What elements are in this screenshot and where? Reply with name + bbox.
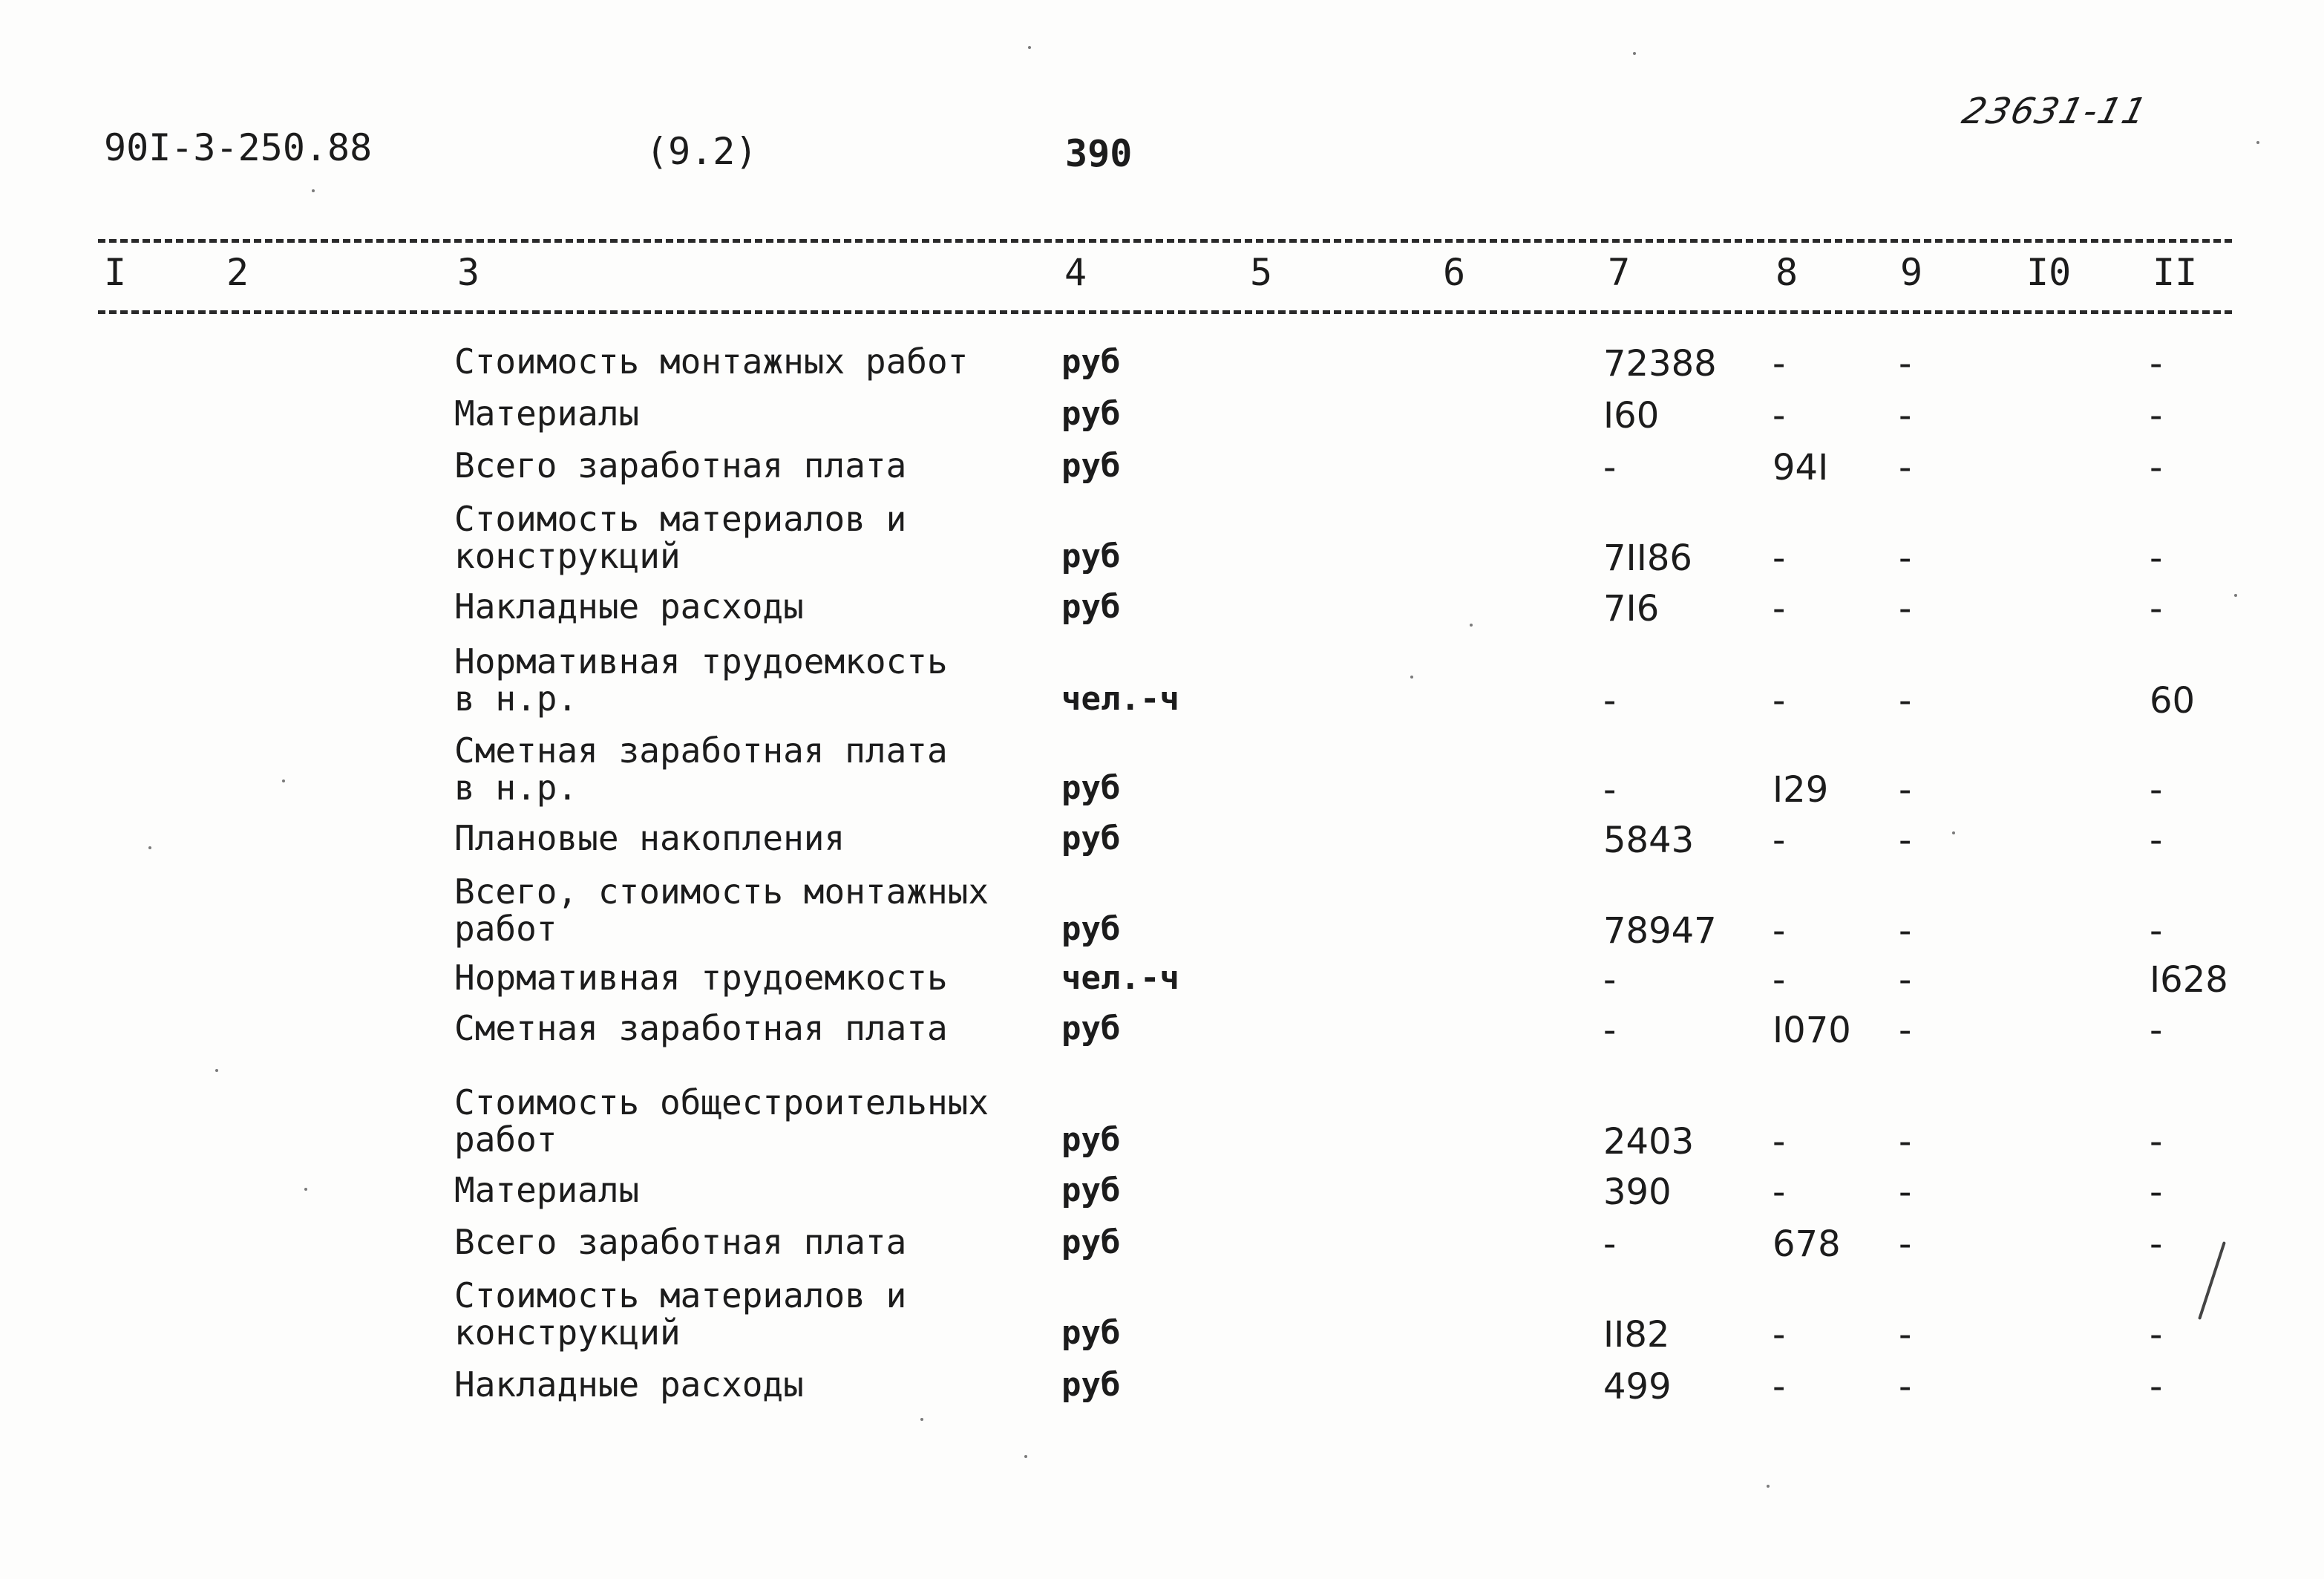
column-9-cell: -: [1899, 1314, 1912, 1356]
column-9-cell: -: [1899, 1171, 1912, 1213]
row-label-line: Нормативная трудоемкость: [454, 958, 948, 998]
unit-cell: руб: [1061, 1223, 1121, 1261]
row-label-line: Стоимость общестроительных: [454, 1082, 989, 1122]
row-label: [454, 1223, 906, 1261]
column-11-cell: -: [2150, 537, 2163, 579]
row-label-line: Плановые накопления: [454, 818, 845, 858]
scan-speck: [2256, 141, 2259, 144]
column-9-cell: -: [1899, 343, 1912, 385]
column-7-cell: 7I6: [1603, 588, 1660, 630]
scan-speck: [1767, 1485, 1770, 1488]
column-8-cell: 94I: [1773, 447, 1829, 488]
header-top-rule: [98, 239, 2232, 243]
column-7-cell: 72388: [1603, 343, 1717, 385]
unit-cell: руб: [1061, 910, 1121, 948]
column-9-cell: -: [1899, 537, 1912, 579]
row-label: [454, 447, 906, 484]
unit-cell: руб: [1061, 1010, 1121, 1047]
row-label-line: Нормативная трудоемкость: [454, 641, 948, 681]
column-number: I0: [2026, 251, 2072, 294]
column-9-cell: -: [1899, 588, 1912, 630]
column-8-cell: -: [1773, 537, 1786, 579]
column-9-cell: -: [1899, 910, 1912, 952]
column-7-cell: -: [1603, 959, 1617, 1001]
column-11-cell: -: [2150, 910, 2163, 952]
row-label-line: Всего заработная плата: [454, 1222, 907, 1262]
column-8-cell: -: [1773, 395, 1786, 437]
row-label-line: Сметная заработная плата: [454, 730, 948, 771]
row-label: [454, 1084, 989, 1158]
row-label-line: работ: [454, 909, 557, 949]
column-9-cell: -: [1899, 1010, 1912, 1051]
scan-speck: [215, 1069, 218, 1072]
column-9-cell: -: [1899, 769, 1912, 811]
scan-speck: [920, 1418, 923, 1421]
unit-cell: руб: [1061, 588, 1121, 626]
column-number: 4: [1064, 251, 1087, 294]
column-number: 6: [1443, 251, 1466, 294]
row-label: [454, 959, 948, 996]
column-11-cell: 60: [2150, 680, 2196, 722]
row-label-line: в н.р.: [454, 768, 578, 808]
row-label: [454, 1171, 639, 1209]
column-7-cell: -: [1603, 680, 1617, 722]
column-9-cell: -: [1899, 820, 1912, 861]
column-number: II: [2153, 251, 2198, 294]
column-7-cell: -: [1603, 447, 1617, 488]
row-label: [454, 820, 845, 857]
column-7-cell: -: [1603, 1010, 1617, 1051]
unit-cell: руб: [1061, 537, 1121, 575]
column-11-cell: -: [2150, 1223, 2163, 1265]
scan-speck: [312, 189, 315, 192]
column-number: I: [104, 251, 127, 294]
unit-cell: руб: [1061, 1121, 1121, 1159]
column-7-cell: -: [1603, 769, 1617, 811]
scan-speck: [2234, 594, 2237, 597]
unit-cell: руб: [1061, 1171, 1121, 1209]
column-11-cell: -: [2150, 1314, 2163, 1356]
column-7-cell: -: [1603, 1223, 1617, 1265]
column-11-cell: -: [2150, 447, 2163, 488]
scan-speck: [1028, 46, 1031, 49]
column-11-cell: -: [2150, 1366, 2163, 1408]
pen-stroke-mark: [2198, 1241, 2226, 1320]
column-8-cell: -: [1773, 1121, 1786, 1163]
column-8-cell: -: [1773, 1314, 1786, 1356]
column-9-cell: -: [1899, 1121, 1912, 1163]
handwritten-stamp: 23631-11: [1958, 91, 2153, 132]
column-11-cell: -: [2150, 1010, 2163, 1051]
unit-cell: руб: [1061, 343, 1121, 381]
row-label-line: Материалы: [454, 393, 640, 434]
column-7-cell: I60: [1603, 395, 1660, 437]
row-label: [454, 1277, 906, 1351]
column-9-cell: -: [1899, 1223, 1912, 1265]
column-11-cell: I628: [2150, 959, 2228, 1001]
column-7-cell: 390: [1603, 1171, 1672, 1213]
unit-cell: руб: [1061, 1314, 1121, 1352]
column-7-cell: 499: [1603, 1366, 1672, 1408]
column-11-cell: -: [2150, 343, 2163, 385]
row-label: [454, 395, 639, 432]
section-number: (9.2): [646, 130, 758, 173]
column-number: 8: [1775, 251, 1798, 294]
scan-speck: [1024, 1455, 1027, 1458]
row-label-line: Всего заработная плата: [454, 445, 907, 486]
scan-speck: [1952, 831, 1955, 834]
scan-speck: [282, 779, 285, 782]
unit-cell: руб: [1061, 1366, 1121, 1404]
column-9-cell: -: [1899, 395, 1912, 437]
column-11-cell: -: [2150, 395, 2163, 437]
unit-cell: чел.-ч: [1061, 959, 1179, 997]
column-8-cell: -: [1773, 910, 1786, 952]
scan-speck: [1633, 52, 1636, 55]
column-number: 2: [226, 251, 249, 294]
row-label: [454, 1010, 948, 1047]
row-label-line: Стоимость монтажных работ: [454, 341, 969, 382]
column-11-cell: -: [2150, 769, 2163, 811]
header-bottom-rule: [98, 310, 2232, 314]
row-label: [454, 343, 968, 380]
column-11-cell: -: [2150, 1121, 2163, 1163]
row-label-line: Всего, стоимость монтажных: [454, 872, 989, 912]
unit-cell: руб: [1061, 769, 1121, 807]
unit-cell: руб: [1061, 447, 1121, 485]
unit-cell: руб: [1061, 395, 1121, 433]
scan-speck: [148, 846, 151, 849]
column-7-cell: 7II86: [1603, 537, 1692, 579]
column-number: 5: [1250, 251, 1273, 294]
column-9-cell: -: [1899, 1366, 1912, 1408]
page-number: 390: [1065, 132, 1133, 175]
row-label: [454, 500, 906, 575]
column-7-cell: II82: [1603, 1314, 1670, 1356]
row-label-line: конструкций: [454, 1312, 681, 1353]
column-8-cell: -: [1773, 820, 1786, 861]
row-label-line: Накладные расходы: [454, 586, 804, 627]
column-9-cell: -: [1899, 447, 1912, 488]
row-label-line: Накладные расходы: [454, 1364, 804, 1405]
column-number: 9: [1900, 251, 1923, 294]
row-label-line: Сметная заработная плата: [454, 1008, 948, 1048]
row-label: [454, 588, 804, 625]
column-8-cell: -: [1773, 1366, 1786, 1408]
scan-speck: [1410, 676, 1413, 679]
row-label-line: конструкций: [454, 536, 681, 576]
column-8-cell: -: [1773, 1171, 1786, 1213]
column-9-cell: -: [1899, 959, 1912, 1001]
row-label-line: в н.р.: [454, 679, 578, 719]
row-label-line: Материалы: [454, 1170, 640, 1210]
unit-cell: чел.-ч: [1061, 680, 1179, 718]
row-label: [454, 643, 948, 717]
column-7-cell: 5843: [1603, 820, 1695, 861]
row-label: [454, 873, 989, 947]
column-8-cell: I29: [1773, 769, 1829, 811]
row-label-line: Стоимость материалов и: [454, 1275, 907, 1315]
column-7-cell: 78947: [1603, 910, 1717, 952]
scan-speck: [1470, 624, 1473, 627]
column-11-cell: -: [2150, 588, 2163, 630]
unit-cell: руб: [1061, 820, 1121, 857]
column-8-cell: 678: [1773, 1223, 1841, 1265]
row-label: [454, 1366, 804, 1403]
column-11-cell: -: [2150, 820, 2163, 861]
document-code: 90I-3-250.88: [104, 126, 373, 169]
column-11-cell: -: [2150, 1171, 2163, 1213]
column-8-cell: -: [1773, 588, 1786, 630]
column-number: 7: [1608, 251, 1631, 294]
column-number: 3: [457, 251, 480, 294]
column-9-cell: -: [1899, 680, 1912, 722]
column-8-cell: -: [1773, 680, 1786, 722]
scan-speck: [304, 1188, 307, 1191]
column-8-cell: I070: [1773, 1010, 1851, 1051]
column-7-cell: 2403: [1603, 1121, 1695, 1163]
row-label: [454, 732, 948, 806]
column-8-cell: -: [1773, 343, 1786, 385]
row-label-line: Стоимость материалов и: [454, 499, 907, 539]
row-label-line: работ: [454, 1119, 557, 1160]
column-8-cell: -: [1773, 959, 1786, 1001]
